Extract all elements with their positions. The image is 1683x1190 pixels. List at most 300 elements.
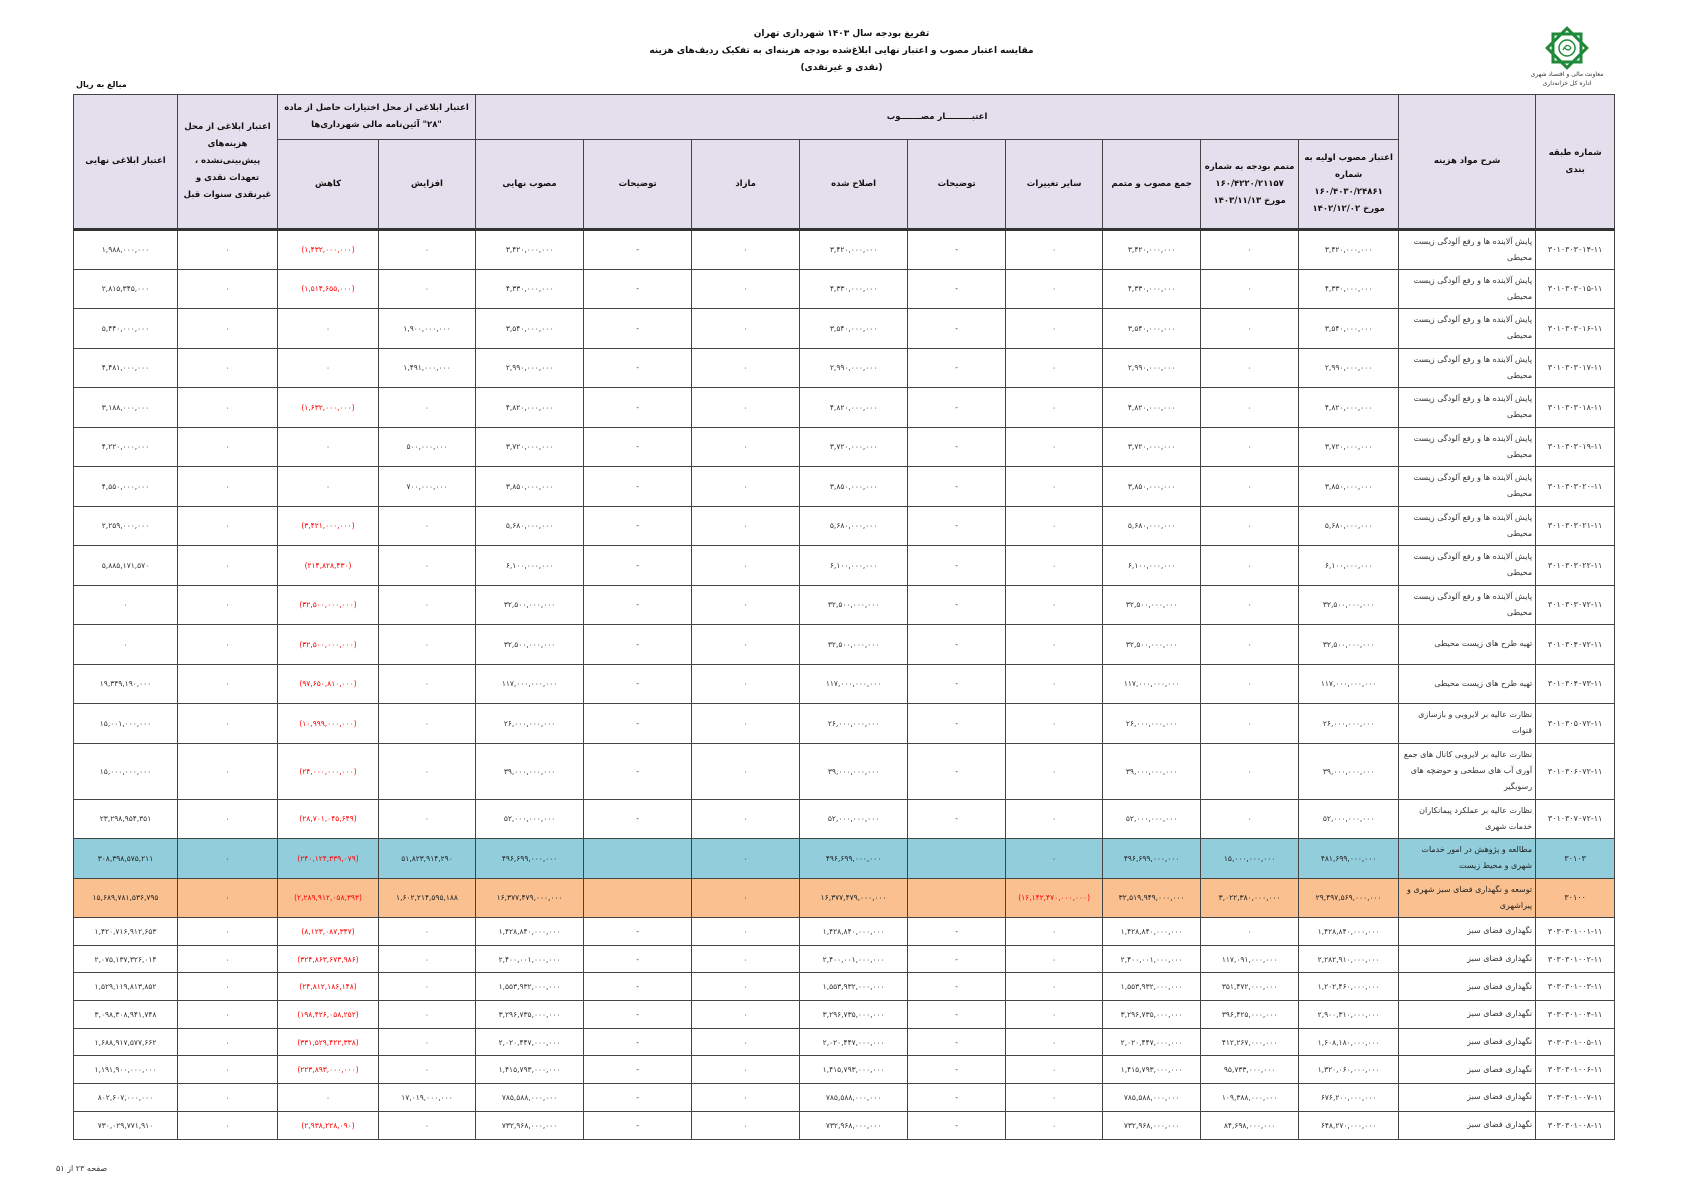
cell-final-notified: ۱,۹۸۸,۰۰۰,۰۰۰: [74, 230, 178, 270]
cell-decrease: (۹۷,۶۵۰,۸۱۰,۰۰۰): [278, 664, 379, 704]
cell-final-notified: ۰: [74, 625, 178, 665]
cell-total: ۶,۱۰۰,۰۰۰,۰۰۰: [1103, 546, 1201, 586]
table-row: [74, 625, 1615, 665]
cell-code: [1536, 1001, 1615, 1029]
cell-other-changes: ۰: [1006, 743, 1103, 799]
cell-total: ۳,۸۵۰,۰۰۰,۰۰۰: [1103, 467, 1201, 507]
classification-code: ۳۰۱۰۳۰۳۰۲۰-۱۱: [1547, 481, 1603, 491]
cell-code: [1536, 839, 1615, 879]
cell-code: [1536, 973, 1615, 1001]
table-body: [74, 230, 1615, 1140]
cell-supplement: ۰: [1201, 546, 1299, 586]
cell-other-changes: ۰: [1006, 506, 1103, 546]
cell-notes-1: -: [908, 230, 1006, 270]
cell-notes-1: -: [908, 467, 1006, 507]
table-row: [74, 467, 1615, 507]
cell-amended: ۴۹۶,۶۹۹,۰۰۰,۰۰۰: [800, 839, 908, 879]
cell-notes-2: -: [584, 348, 692, 388]
cell-total: ۲,۴۰۰,۰۰۱,۰۰۰,۰۰۰: [1103, 945, 1201, 973]
cell-surplus: ۰: [692, 704, 800, 744]
cell-description: توسعه و نگهداری فضای سبز شهری و پیراشهری: [1399, 878, 1536, 918]
cell-prior-years: ۰: [178, 973, 278, 1001]
cell-description: پایش آلاینده ها و رفع آلودگی زیست محیطی: [1399, 546, 1536, 586]
cell-decrease: (۲۴,۰۰۰,۰۰۰,۰۰۰): [278, 743, 379, 799]
cell-description: نگهداری فضای سبز: [1399, 945, 1536, 973]
cell-prior-years: ۰: [178, 918, 278, 946]
cell-increase: ۰: [379, 1028, 476, 1056]
header-code: شماره طبقه بندی: [1536, 95, 1615, 230]
cell-increase: ۰: [379, 1001, 476, 1029]
cell-other-changes: ۰: [1006, 546, 1103, 586]
cell-code: [1536, 1028, 1615, 1056]
cell-decrease: (۲۲۳,۸۹۳,۰۰۰,۰۰۰): [278, 1056, 379, 1084]
cell-notes-2: -: [584, 230, 692, 270]
cell-surplus: ۰: [692, 1056, 800, 1084]
classification-code: ۳۰۱۰۳۰۷۰۷۲-۱۱: [1547, 814, 1603, 824]
cell-amended: ۱,۵۵۳,۹۳۲,۰۰۰,۰۰۰: [800, 973, 908, 1001]
cell-prior-years: ۰: [178, 1056, 278, 1084]
cell-surplus: ۰: [692, 918, 800, 946]
cell-final-approved: ۳۹,۰۰۰,۰۰۰,۰۰۰: [476, 743, 584, 799]
cell-initial: ۳۹,۰۰۰,۰۰۰,۰۰۰: [1299, 743, 1399, 799]
cell-amended: ۲۶,۰۰۰,۰۰۰,۰۰۰: [800, 704, 908, 744]
cell-notes-1: -: [908, 546, 1006, 586]
cell-decrease: (۱,۵۱۴,۶۵۵,۰۰۰): [278, 269, 379, 309]
cell-surplus: ۰: [692, 269, 800, 309]
cell-supplement: ۱۵,۰۰۰,۰۰۰,۰۰۰: [1201, 839, 1299, 879]
cell-other-changes: ۰: [1006, 269, 1103, 309]
cell-final-notified: ۲,۸۱۵,۳۴۵,۰۰۰: [74, 269, 178, 309]
cell-description: مطالعه و پژوهش در امور خدمات شهری و محیط زیست: [1399, 839, 1536, 879]
cell-final-notified: ۱۵,۶۸۹,۷۸۱,۵۳۶,۷۹۵: [74, 878, 178, 918]
cell-supplement: ۳۵۱,۴۷۲,۰۰۰,۰۰۰: [1201, 973, 1299, 1001]
cell-initial: ۲۹,۴۹۷,۵۶۹,۰۰۰,۰۰۰: [1299, 878, 1399, 918]
cell-total: ۱۱۷,۰۰۰,۰۰۰,۰۰۰: [1103, 664, 1201, 704]
table-row: [74, 1056, 1615, 1084]
cell-notes-2: -: [584, 1084, 692, 1112]
cell-total: ۵۲,۰۰۰,۰۰۰,۰۰۰: [1103, 799, 1201, 839]
cell-prior-years: ۰: [178, 743, 278, 799]
cell-code: [1536, 799, 1615, 839]
header-other-changes: سایر تغییرات: [1006, 140, 1103, 230]
cell-decrease: ۰: [278, 309, 379, 349]
cell-notes-1: -: [908, 918, 1006, 946]
header-total: جمع مصوب و متمم: [1103, 140, 1201, 230]
cell-increase: ۱,۴۹۱,۰۰۰,۰۰۰: [379, 348, 476, 388]
classification-code: ۳۰۱۰۳۰۳۰۱۸-۱۱: [1547, 402, 1603, 412]
cell-notes-1: [908, 878, 1006, 918]
cell-decrease: (۲۸,۷۰۱,۰۴۵,۶۴۹): [278, 799, 379, 839]
cell-amended: ۳,۴۲۰,۰۰۰,۰۰۰: [800, 230, 908, 270]
cell-final-approved: ۱۱۷,۰۰۰,۰۰۰,۰۰۰: [476, 664, 584, 704]
cell-final-approved: ۶,۱۰۰,۰۰۰,۰۰۰: [476, 546, 584, 586]
classification-code: ۳۰۱۰۳۰۳۰۷۲-۱۱: [1547, 600, 1603, 610]
cell-decrease: (۲,۲۸۹,۹۱۲,۰۵۸,۳۹۳): [278, 878, 379, 918]
cell-code: [1536, 427, 1615, 467]
cell-initial: ۲,۲۸۲,۹۱۰,۰۰۰,۰۰۰: [1299, 945, 1399, 973]
cell-other-changes: ۰: [1006, 309, 1103, 349]
cell-increase: ۰: [379, 388, 476, 428]
total-row: [74, 878, 1615, 918]
cell-notes-1: -: [908, 1001, 1006, 1029]
cell-supplement: ۰: [1201, 427, 1299, 467]
cell-notes-2: -: [584, 704, 692, 744]
cell-supplement: ۰: [1201, 230, 1299, 270]
cell-prior-years: ۰: [178, 348, 278, 388]
cell-surplus: ۰: [692, 467, 800, 507]
report-subtitle-note: (نقدی و غیرنقدی): [800, 63, 883, 73]
cell-increase: ۰: [379, 743, 476, 799]
cell-increase: ۱,۶۰۲,۲۱۴,۵۹۵,۱۸۸: [379, 878, 476, 918]
cell-initial: ۱,۴۲۸,۸۴۰,۰۰۰,۰۰۰: [1299, 918, 1399, 946]
cell-code: [1536, 546, 1615, 586]
cell-description: نگهداری فضای سبز: [1399, 1111, 1536, 1139]
cell-initial: ۶۴۸,۲۷۰,۰۰۰,۰۰۰: [1299, 1111, 1399, 1139]
cell-final-approved: ۳,۴۲۰,۰۰۰,۰۰۰: [476, 230, 584, 270]
cell-prior-years: ۰: [178, 945, 278, 973]
cell-prior-years: ۰: [178, 625, 278, 665]
cell-initial: ۲۶,۰۰۰,۰۰۰,۰۰۰: [1299, 704, 1399, 744]
table-row: [74, 348, 1615, 388]
cell-prior-years: ۰: [178, 1028, 278, 1056]
cell-code: [1536, 1056, 1615, 1084]
cell-notes-1: -: [908, 945, 1006, 973]
cell-notes-1: -: [908, 1084, 1006, 1112]
cell-notes-2: [584, 878, 692, 918]
cell-prior-years: ۰: [178, 585, 278, 625]
cell-code: [1536, 743, 1615, 799]
logo-line-1: معاونت مالی و اقتصاد شهری: [1530, 71, 1604, 78]
classification-code: ۳۰۱۰۳: [1564, 853, 1586, 863]
cell-description: نظارت عالیه بر لایروبی کانال های جمع آوری آب های سطحی و حوضچه های رسوبگیر: [1399, 743, 1536, 799]
cell-description: پایش آلاینده ها و رفع آلودگی زیست محیطی: [1399, 427, 1536, 467]
cell-increase: ۰: [379, 546, 476, 586]
cell-code: [1536, 388, 1615, 428]
classification-code: ۳۰۳۰۳۰۱۰۰۳-۱۱: [1547, 982, 1603, 992]
cell-notes-2: [584, 839, 692, 879]
cell-amended: ۳,۸۵۰,۰۰۰,۰۰۰: [800, 467, 908, 507]
cell-initial: ۴,۸۲۰,۰۰۰,۰۰۰: [1299, 388, 1399, 428]
report-subtitle: مقایسه اعتبار مصوب و اعتبار نهایی ابلاغ‌شده بودجه هزینه‌ای به تفکیک ردیف‌های هزینه: [649, 46, 1034, 56]
table-row: [74, 427, 1615, 467]
cell-notes-1: -: [908, 1111, 1006, 1139]
cell-amended: ۲,۴۰۰,۰۰۱,۰۰۰,۰۰۰: [800, 945, 908, 973]
cell-surplus: ۰: [692, 427, 800, 467]
cell-notes-1: -: [908, 664, 1006, 704]
cell-final-notified: ۲,۲۵۹,۰۰۰,۰۰۰: [74, 506, 178, 546]
cell-notes-2: -: [584, 467, 692, 507]
cell-supplement: ۰: [1201, 664, 1299, 704]
cell-increase: ۰: [379, 506, 476, 546]
cell-description: نگهداری فضای سبز: [1399, 918, 1536, 946]
cell-code: [1536, 625, 1615, 665]
cell-supplement: ۰: [1201, 585, 1299, 625]
cell-surplus: ۰: [692, 625, 800, 665]
cell-initial: ۵۲,۰۰۰,۰۰۰,۰۰۰: [1299, 799, 1399, 839]
cell-final-notified: ۲۳,۲۹۸,۹۵۴,۳۵۱: [74, 799, 178, 839]
cell-initial: ۱,۳۲۰,۰۶۰,۰۰۰,۰۰۰: [1299, 1056, 1399, 1084]
cell-other-changes: ۰: [1006, 1056, 1103, 1084]
header-notes-2: توضیحات: [584, 140, 692, 230]
cell-total: ۳,۴۲۰,۰۰۰,۰۰۰: [1103, 230, 1201, 270]
cell-supplement: ۱۰۹,۳۸۸,۰۰۰,۰۰۰: [1201, 1084, 1299, 1112]
cell-description: پایش آلاینده ها و رفع آلودگی زیست محیطی: [1399, 506, 1536, 546]
cell-notes-2: -: [584, 1056, 692, 1084]
classification-code: ۳۰۳۰۳۰۱۰۰۱-۱۱: [1547, 926, 1603, 936]
cell-supplement: ۰: [1201, 467, 1299, 507]
cell-code: [1536, 309, 1615, 349]
cell-other-changes: ۰: [1006, 1001, 1103, 1029]
classification-code: ۳۰۱۰۳۰۴۰۷۲-۱۱: [1547, 639, 1603, 649]
cell-surplus: ۰: [692, 973, 800, 1001]
cell-notes-2: -: [584, 743, 692, 799]
classification-code: ۳۰۱۰۳۰۳۰۱۹-۱۱: [1547, 442, 1603, 452]
cell-notes-2: -: [584, 799, 692, 839]
table-row: [74, 799, 1615, 839]
classification-code: ۳۰۳۰۳۰۱۰۰۲-۱۱: [1547, 954, 1603, 964]
cell-notes-1: -: [908, 625, 1006, 665]
cell-supplement: ۰: [1201, 625, 1299, 665]
cell-amended: ۳۲,۵۰۰,۰۰۰,۰۰۰: [800, 625, 908, 665]
cell-code: [1536, 1084, 1615, 1112]
cell-final-approved: ۳,۸۵۰,۰۰۰,۰۰۰: [476, 467, 584, 507]
cell-initial: ۳۲,۵۰۰,۰۰۰,۰۰۰: [1299, 585, 1399, 625]
cell-description: پایش آلاینده ها و رفع آلودگی زیست محیطی: [1399, 230, 1536, 270]
subtotal-row: [74, 839, 1615, 879]
table-row: [74, 585, 1615, 625]
cell-decrease: ۰: [278, 467, 379, 507]
cell-description: پایش آلاینده ها و رفع آلودگی زیست محیطی: [1399, 348, 1536, 388]
cell-amended: ۳۹,۰۰۰,۰۰۰,۰۰۰: [800, 743, 908, 799]
cell-prior-years: ۰: [178, 664, 278, 704]
cell-other-changes: ۰: [1006, 467, 1103, 507]
cell-initial: ۴۸۱,۶۹۹,۰۰۰,۰۰۰: [1299, 839, 1399, 879]
cell-amended: ۱۶,۳۷۷,۴۷۹,۰۰۰,۰۰۰: [800, 878, 908, 918]
cell-amended: ۳,۲۹۶,۷۳۵,۰۰۰,۰۰۰: [800, 1001, 908, 1029]
cell-notes-1: -: [908, 585, 1006, 625]
municipality-logo: [1522, 26, 1612, 88]
classification-code: ۳۰۳۰۳۰۱۰۰۴-۱۱: [1547, 1009, 1603, 1019]
cell-description: تهیه طرح های زیست محیطی: [1399, 664, 1536, 704]
cell-total: ۳۲,۵۰۰,۰۰۰,۰۰۰: [1103, 585, 1201, 625]
classification-code: ۳۰۱۰۳۰۳۰۱۴-۱۱: [1547, 245, 1603, 255]
cell-prior-years: ۰: [178, 839, 278, 879]
table-row: [74, 1028, 1615, 1056]
cell-final-approved: ۷۳۲,۹۶۸,۰۰۰,۰۰۰: [476, 1111, 584, 1139]
cell-prior-years: ۰: [178, 1084, 278, 1112]
table-row: [74, 388, 1615, 428]
cell-final-approved: ۴,۸۲۰,۰۰۰,۰۰۰: [476, 388, 584, 428]
cell-description: پایش آلاینده ها و رفع آلودگی زیست محیطی: [1399, 585, 1536, 625]
cell-notes-1: -: [908, 506, 1006, 546]
cell-total: ۲۶,۰۰۰,۰۰۰,۰۰۰: [1103, 704, 1201, 744]
cell-initial: ۵,۶۸۰,۰۰۰,۰۰۰: [1299, 506, 1399, 546]
cell-code: [1536, 664, 1615, 704]
currency-unit-note: مبالغ به ریال: [76, 80, 127, 89]
cell-description: نگهداری فضای سبز: [1399, 1056, 1536, 1084]
cell-surplus: ۰: [692, 743, 800, 799]
cell-other-changes: ۰: [1006, 1084, 1103, 1112]
cell-other-changes: ۰: [1006, 388, 1103, 428]
cell-final-approved: ۴,۳۳۰,۰۰۰,۰۰۰: [476, 269, 584, 309]
cell-description: پایش آلاینده ها و رفع آلودگی زیست محیطی: [1399, 388, 1536, 428]
cell-supplement: ۰: [1201, 348, 1299, 388]
cell-amended: ۴,۸۲۰,۰۰۰,۰۰۰: [800, 388, 908, 428]
cell-final-approved: ۷۸۵,۵۸۸,۰۰۰,۰۰۰: [476, 1084, 584, 1112]
cell-surplus: ۰: [692, 309, 800, 349]
header-initial: اعتبار مصوب اولیه به شماره ۱۶۰/۴۰۳۰/۲۴۸۶۱ مورخ ۱۴۰۲/۱۲/۰۲: [1299, 140, 1399, 230]
table-row: [74, 704, 1615, 744]
cell-surplus: ۰: [692, 1001, 800, 1029]
cell-increase: ۷۰۰,۰۰۰,۰۰۰: [379, 467, 476, 507]
classification-code: ۳۰۳۰۳۰۱۰۰۶-۱۱: [1547, 1065, 1603, 1075]
cell-increase: ۰: [379, 230, 476, 270]
header-approved-group: اعتبـــــــــار مصـــــــوب: [476, 95, 1399, 140]
cell-notes-2: -: [584, 388, 692, 428]
cell-decrease: (۳۲,۵۰۰,۰۰۰,۰۰۰): [278, 585, 379, 625]
classification-code: ۳۰۱۰۳۰۶۰۷۲-۱۱: [1547, 766, 1603, 776]
cell-surplus: ۰: [692, 878, 800, 918]
cell-amended: ۵۲,۰۰۰,۰۰۰,۰۰۰: [800, 799, 908, 839]
cell-notes-1: -: [908, 1028, 1006, 1056]
cell-final-notified: ۴,۵۵۰,۰۰۰,۰۰۰: [74, 467, 178, 507]
cell-amended: ۵,۶۸۰,۰۰۰,۰۰۰: [800, 506, 908, 546]
cell-code: [1536, 506, 1615, 546]
cell-surplus: ۰: [692, 1028, 800, 1056]
cell-final-approved: ۳۲,۵۰۰,۰۰۰,۰۰۰: [476, 585, 584, 625]
cell-initial: ۲,۹۹۰,۰۰۰,۰۰۰: [1299, 348, 1399, 388]
cell-notes-1: [908, 839, 1006, 879]
classification-code: ۳۰۱۰۳۰۳۰۱۷-۱۱: [1547, 363, 1603, 373]
cell-notes-2: -: [584, 1028, 692, 1056]
cell-decrease: ۰: [278, 1084, 379, 1112]
cell-prior-years: ۰: [178, 309, 278, 349]
header-supplement: متمم بودجه به شماره ۱۶۰/۴۲۲۰/۲۱۱۵۷ مورخ ۱۴۰۳/۱۱/۱۳: [1201, 140, 1299, 230]
table-row: [74, 1001, 1615, 1029]
classification-code: ۳۰۱۰۳۰۳۰۱۵-۱۱: [1547, 284, 1603, 294]
header-prior-years: اعتبار ابلاغی از محل هزینه‌های پیش‌بینی‌نشده ، تعهدات نقدی و غیرنقدی سنوات قبل: [178, 95, 278, 230]
cell-decrease: (۲۴,۸۱۲,۱۸۶,۱۴۸): [278, 973, 379, 1001]
cell-code: [1536, 348, 1615, 388]
classification-code: ۳۰۱۰۳۰۳۰۲۱-۱۱: [1547, 521, 1603, 531]
page-number: صفحه ۲۳ از ۵۱: [56, 1164, 108, 1173]
table-row: [74, 945, 1615, 973]
cell-increase: ۰: [379, 973, 476, 1001]
cell-total: ۳۹,۰۰۰,۰۰۰,۰۰۰: [1103, 743, 1201, 799]
cell-supplement: ۰: [1201, 799, 1299, 839]
cell-surplus: ۰: [692, 546, 800, 586]
cell-prior-years: ۰: [178, 799, 278, 839]
cell-initial: ۴,۳۳۰,۰۰۰,۰۰۰: [1299, 269, 1399, 309]
cell-notes-1: -: [908, 388, 1006, 428]
cell-surplus: ۰: [692, 839, 800, 879]
cell-increase: ۱,۹۰۰,۰۰۰,۰۰۰: [379, 309, 476, 349]
cell-increase: ۰: [379, 664, 476, 704]
cell-description: نگهداری فضای سبز: [1399, 1084, 1536, 1112]
cell-other-changes: (۱۶,۱۴۲,۴۷۰,۰۰۰,۰۰۰): [1006, 878, 1103, 918]
header-article28-group: اعتبار ابلاغی از محل اختیارات حاصل از ماده "۲۸" آئین‌نامه مالی شهرداری‌ها: [278, 95, 476, 140]
cell-other-changes: ۰: [1006, 664, 1103, 704]
cell-other-changes: ۰: [1006, 230, 1103, 270]
cell-supplement: ۰: [1201, 309, 1299, 349]
cell-total: ۷۸۵,۵۸۸,۰۰۰,۰۰۰: [1103, 1084, 1201, 1112]
cell-final-notified: ۳,۱۸۸,۰۰۰,۰۰۰: [74, 388, 178, 428]
cell-amended: ۳,۵۴۰,۰۰۰,۰۰۰: [800, 309, 908, 349]
cell-increase: ۰: [379, 1056, 476, 1084]
cell-notes-2: -: [584, 625, 692, 665]
table-row: [74, 743, 1615, 799]
cell-code: [1536, 1111, 1615, 1139]
header-surplus: مازاد: [692, 140, 800, 230]
cell-code: [1536, 918, 1615, 946]
cell-prior-years: ۰: [178, 427, 278, 467]
cell-final-notified: ۱۵,۰۰۱,۰۰۰,۰۰۰: [74, 704, 178, 744]
cell-final-approved: ۳,۲۹۶,۷۳۵,۰۰۰,۰۰۰: [476, 1001, 584, 1029]
table-row: [74, 918, 1615, 946]
cell-notes-1: -: [908, 704, 1006, 744]
cell-description: پایش آلاینده ها و رفع آلودگی زیست محیطی: [1399, 269, 1536, 309]
report-title: تفریغ بودجه سال ۱۴۰۳ شهرداری تهران: [753, 29, 930, 39]
cell-other-changes: ۰: [1006, 585, 1103, 625]
cell-total: ۵,۶۸۰,۰۰۰,۰۰۰: [1103, 506, 1201, 546]
cell-amended: ۲,۰۲۰,۴۴۷,۰۰۰,۰۰۰: [800, 1028, 908, 1056]
cell-notes-2: -: [584, 945, 692, 973]
cell-decrease: (۲,۹۳۸,۲۲۸,۰۹۰): [278, 1111, 379, 1139]
cell-initial: ۳,۸۵۰,۰۰۰,۰۰۰: [1299, 467, 1399, 507]
cell-description: پایش آلاینده ها و رفع آلودگی زیست محیطی: [1399, 467, 1536, 507]
cell-notes-2: -: [584, 973, 692, 1001]
cell-final-notified: ۱,۵۲۹,۱۱۹,۸۱۳,۸۵۲: [74, 973, 178, 1001]
cell-increase: ۰: [379, 585, 476, 625]
cell-prior-years: ۰: [178, 230, 278, 270]
cell-decrease: (۱,۴۳۲,۰۰۰,۰۰۰): [278, 230, 379, 270]
table-row: [74, 269, 1615, 309]
header-decrease: کاهش: [278, 140, 379, 230]
header-increase: افزایش: [379, 140, 476, 230]
header-final-notified: اعتبار ابلاغی نهایی: [74, 95, 178, 230]
cell-other-changes: ۰: [1006, 973, 1103, 1001]
cell-decrease: (۲۴۰,۱۲۴,۳۳۹,۰۷۹): [278, 839, 379, 879]
header-notes-1: توضیحات: [908, 140, 1006, 230]
cell-decrease: (۳۲,۵۰۰,۰۰۰,۰۰۰): [278, 625, 379, 665]
cell-initial: ۳,۷۲۰,۰۰۰,۰۰۰: [1299, 427, 1399, 467]
cell-code: [1536, 467, 1615, 507]
cell-final-approved: ۳۲,۵۰۰,۰۰۰,۰۰۰: [476, 625, 584, 665]
cell-notes-1: -: [908, 269, 1006, 309]
cell-notes-2: -: [584, 664, 692, 704]
cell-prior-years: ۰: [178, 878, 278, 918]
cell-total: ۳,۲۹۶,۷۳۵,۰۰۰,۰۰۰: [1103, 1001, 1201, 1029]
cell-surplus: ۰: [692, 1084, 800, 1112]
table-row: [74, 506, 1615, 546]
cell-supplement: ۰: [1201, 918, 1299, 946]
logo-line-2: اداره کل خزانه‌داری: [1542, 80, 1592, 87]
cell-description: نظارت عالیه بر عملکرد پیمانکاران خدمات شهری: [1399, 799, 1536, 839]
cell-initial: ۶۷۶,۲۰۰,۰۰۰,۰۰۰: [1299, 1084, 1399, 1112]
cell-initial: ۳,۴۲۰,۰۰۰,۰۰۰: [1299, 230, 1399, 270]
cell-total: ۴۹۶,۶۹۹,۰۰۰,۰۰۰: [1103, 839, 1201, 879]
cell-amended: ۴,۳۳۰,۰۰۰,۰۰۰: [800, 269, 908, 309]
cell-increase: ۰: [379, 625, 476, 665]
cell-final-approved: ۳,۷۲۰,۰۰۰,۰۰۰: [476, 427, 584, 467]
cell-supplement: ۰: [1201, 269, 1299, 309]
header-final-approved: مصوب نهایی: [476, 140, 584, 230]
cell-supplement: ۰: [1201, 388, 1299, 428]
cell-final-notified: ۱,۱۹۱,۹۰۰,۰۰۰,۰۰۰: [74, 1056, 178, 1084]
cell-amended: ۳,۷۲۰,۰۰۰,۰۰۰: [800, 427, 908, 467]
cell-prior-years: ۰: [178, 546, 278, 586]
cell-surplus: ۰: [692, 664, 800, 704]
